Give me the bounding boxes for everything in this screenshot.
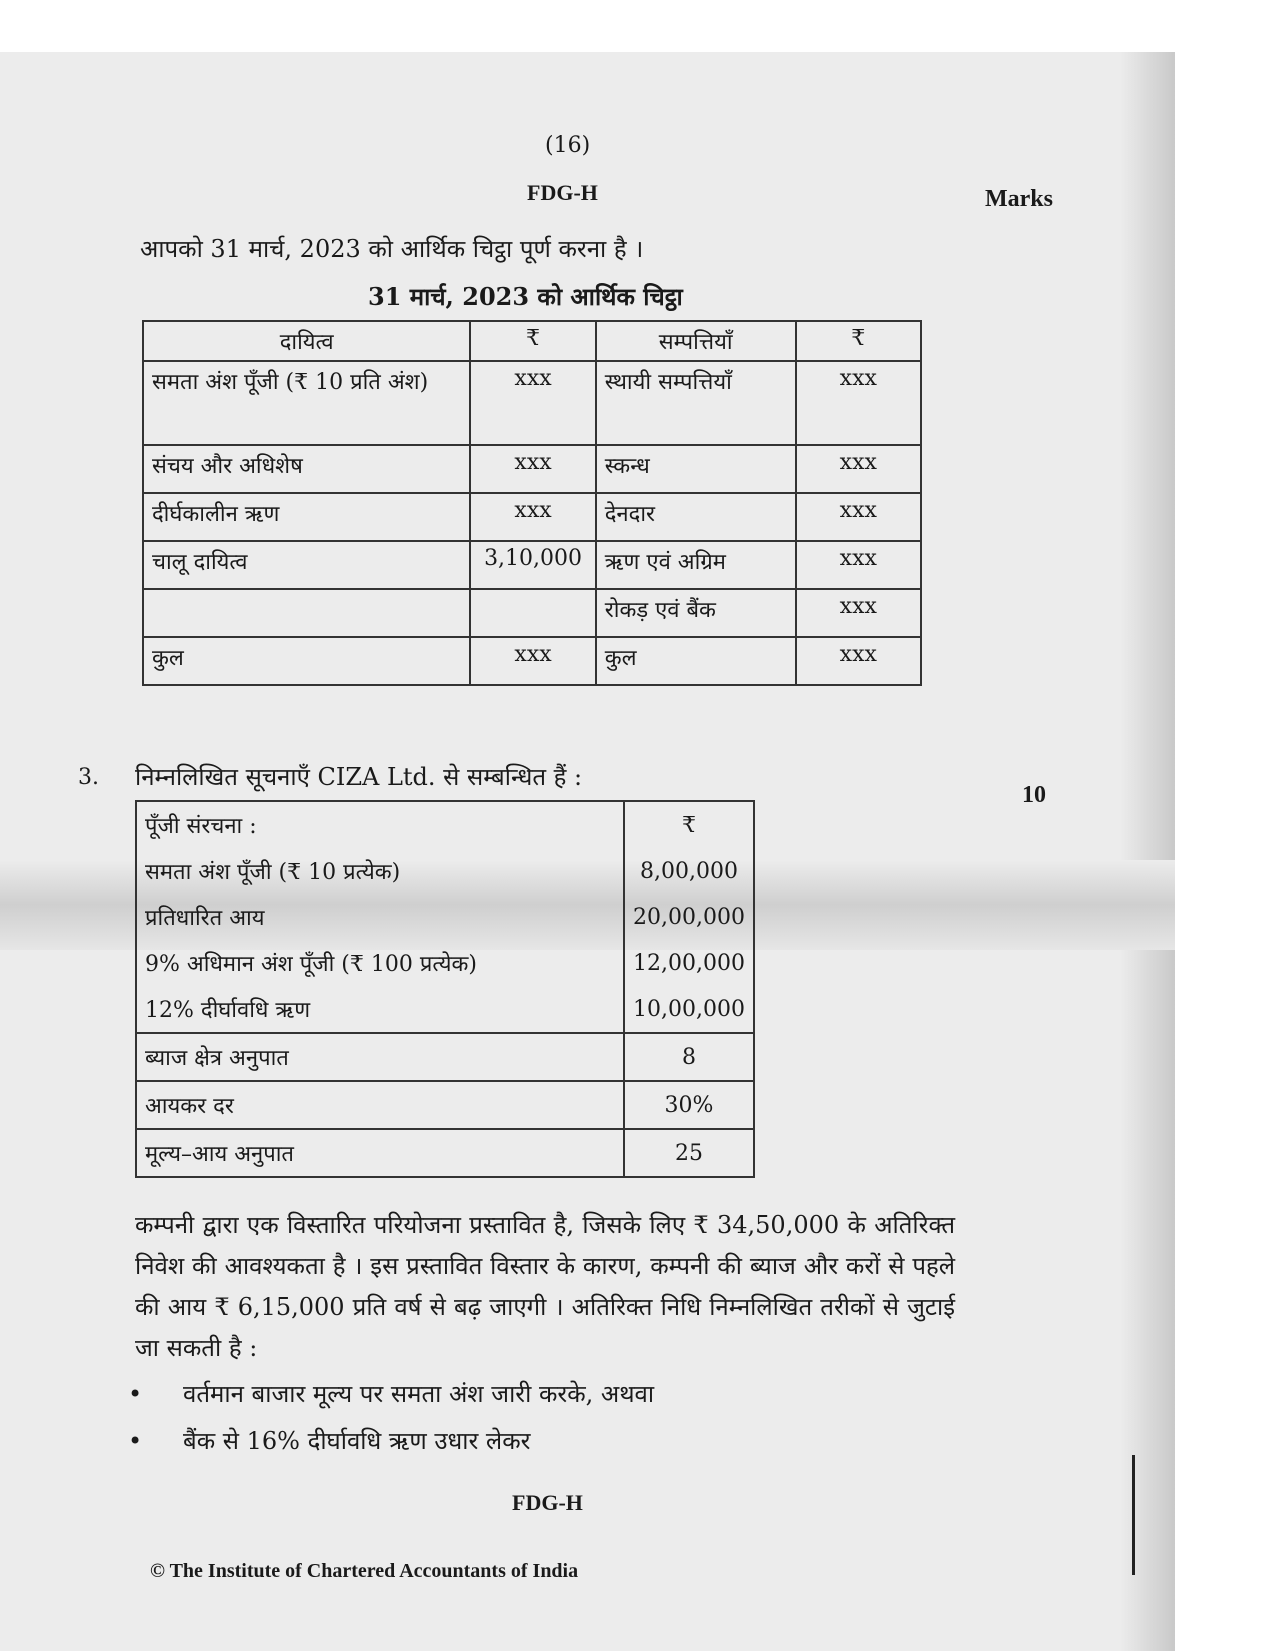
header-liabilities: दायित्व: [143, 321, 470, 361]
amount-cell: xxx: [796, 361, 921, 445]
amount-cell: xxx: [470, 493, 595, 541]
capital-structure-heading: पूँजी संरचना :: [136, 801, 624, 848]
amount-cell: xxx: [470, 445, 595, 493]
liability-cell: चालू दायित्व: [143, 541, 470, 589]
asset-cell: रोकड़ एवं बैंक: [596, 589, 796, 637]
marks-heading: Marks: [985, 186, 1053, 212]
table-row: [143, 541, 921, 589]
table-header-row: [136, 801, 754, 848]
bullet-dot: •: [128, 1427, 143, 1455]
capital-item-value: 10,00,000: [624, 986, 754, 1033]
table-row: [143, 445, 921, 493]
funding-option: वर्तमान बाजार मूल्य पर समता अंश जारी करके, अथवा: [183, 1380, 655, 1408]
asset-cell: देनदार: [596, 493, 796, 541]
table-row: [136, 986, 754, 1033]
ratio-label: मूल्य–आय अनुपात: [136, 1129, 624, 1177]
amount-cell: xxx: [796, 541, 921, 589]
amount-cell: xxx: [796, 589, 921, 637]
ratio-value: 30%: [624, 1081, 754, 1129]
bullet-dot: •: [128, 1380, 143, 1408]
header-amount: ₹: [796, 321, 921, 361]
liability-total-label: कुल: [143, 637, 470, 685]
table-header-row: [143, 321, 921, 361]
question-text: निम्नलिखित सूचनाएँ CIZA Ltd. से सम्बन्धित हैं :: [135, 763, 583, 791]
header-assets: सम्पत्तियाँ: [596, 321, 796, 361]
table-row: [136, 848, 754, 894]
liability-cell: संचय और अधिशेष: [143, 445, 470, 493]
table-row: [136, 940, 754, 986]
paper-code-header: FDG-H: [527, 180, 598, 205]
asset-cell: ऋण एवं अग्रिम: [596, 541, 796, 589]
capital-item-value: 8,00,000: [624, 848, 754, 894]
table-row: [143, 493, 921, 541]
asset-cell: स्थायी सम्पत्तियाँ: [596, 361, 796, 445]
asset-cell: स्कन्ध: [596, 445, 796, 493]
capital-item-label: प्रतिधारित आय: [136, 894, 624, 940]
amount-cell: [470, 589, 595, 637]
table-total-row: [143, 637, 921, 685]
table-row: [136, 1129, 754, 1177]
liability-cell: समता अंश पूँजी (₹ 10 प्रति अंश): [143, 361, 470, 445]
ratio-label: ब्याज क्षेत्र अनुपात: [136, 1033, 624, 1081]
table-row: [143, 589, 921, 637]
capital-item-label: समता अंश पूँजी (₹ 10 प्रत्येक): [136, 848, 624, 894]
paper-code-footer: FDG-H: [512, 1490, 583, 1515]
page-edge-shadow: [1120, 52, 1175, 1651]
page-number: (16): [545, 133, 591, 158]
header-amount: ₹: [470, 321, 595, 361]
balance-sheet-table: [142, 320, 922, 686]
ratio-label: आयकर दर: [136, 1081, 624, 1129]
amount-cell: 3,10,000: [470, 541, 595, 589]
amount-cell: xxx: [470, 637, 595, 685]
amount-cell: xxx: [796, 637, 921, 685]
liability-cell: [143, 589, 470, 637]
balance-sheet-title: 31 मार्च, 2023 को आर्थिक चिट्ठा: [368, 282, 683, 311]
capital-item-label: 9% अधिमान अंश पूँजी (₹ 100 प्रत्येक): [136, 940, 624, 986]
funding-option: बैंक से 16% दीर्घावधि ऋण उधार लेकर: [183, 1427, 531, 1455]
table-row: [136, 1081, 754, 1129]
table-row: [136, 1033, 754, 1081]
capital-item-value: 20,00,000: [624, 894, 754, 940]
question-marks: 10: [1022, 782, 1046, 808]
question-number: 3.: [78, 765, 99, 790]
intro-text: आपको 31 मार्च, 2023 को आर्थिक चिट्ठा पूर्ण करना है ।: [140, 235, 644, 263]
capital-item-value: 12,00,000: [624, 940, 754, 986]
amount-cell: xxx: [796, 493, 921, 541]
currency-header: ₹: [624, 801, 754, 848]
amount-cell: xxx: [796, 445, 921, 493]
margin-mark: [1132, 1455, 1135, 1575]
question-paragraph: कम्पनी द्वारा एक विस्तारित परियोजना प्रस्तावित है, जिसके लिए ₹ 34,50,000 के अतिरिक्त निवेश की आवश्यकता है । इस प्रस्तावित विस्तार के कारण, कम्पनी की ब्याज और करों से पहले की आय ₹ 6,15,000 प्रति वर्ष से बढ़ जाएगी । अतिरिक्त निधि निम्नलिखित तरीकों से जुटाई जा सकती है :: [135, 1211, 955, 1362]
table-row: [136, 894, 754, 940]
copyright-notice: © The Institute of Chartered Accountants of India: [150, 1560, 579, 1582]
amount-cell: xxx: [470, 361, 595, 445]
liability-cell: दीर्घकालीन ऋण: [143, 493, 470, 541]
asset-total-label: कुल: [596, 637, 796, 685]
capital-structure-table: [135, 800, 755, 1178]
ratio-value: 8: [624, 1033, 754, 1081]
table-row: [143, 361, 921, 445]
capital-item-label: 12% दीर्घावधि ऋण: [136, 986, 624, 1033]
ratio-value: 25: [624, 1129, 754, 1177]
